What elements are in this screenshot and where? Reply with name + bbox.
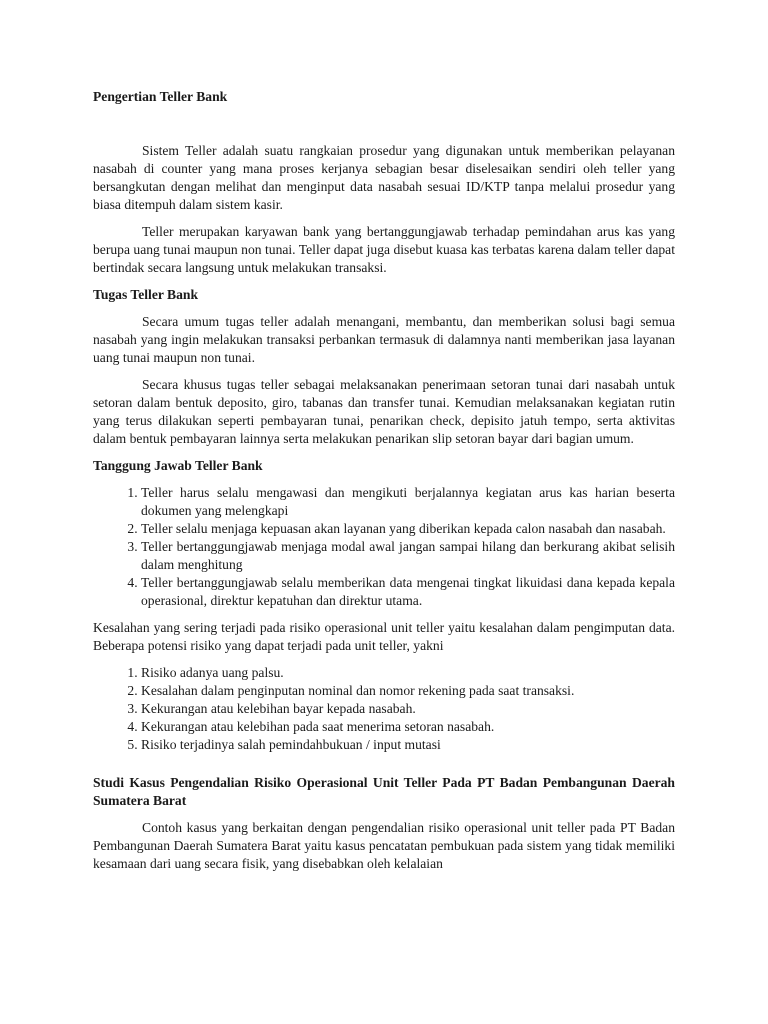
tugas-paragraph-1: Secara umum tugas teller adalah menangani, membantu, dan memberikan solusi bagi semua nasabah yang ingin melakukan transaksi perbankan termasuk di dalamnya nanti memberikan jasa layanan uang tunai maupun non tunai. [93,314,675,365]
tugas-paragraph-2: Secara khusus tugas teller sebagai melaksanakan penerimaan setoran tunai dari nasabah untuk setoran dalam bentuk deposito, giro, tabanas dan transfer tunai. Kemudian melaksanakan kegiatan rutin yang terus dilakukan seperti pembayaran tunai, penarikan check, depisito jatuh tempo, serta aktivitas dalam bentuk pembayaran lainnya serta melakukan penarikan slip setoran bayar dari bagian umum. [93,377,675,446]
section-heading-studi-kasus: Studi Kasus Pengendalian Risiko Operasional Unit Teller Pada PT Badan Pembangunan Daerah Sumatera Barat [93,775,675,808]
list-item: 3. Teller bertanggungjawab menjaga modal awal jangan sampai hilang dan berkurang akibat selisih dalam menghitung [141,538,675,574]
section-heading-tanggung-jawab: Tanggung Jawab Teller Bank [93,458,263,473]
list-item: 1. Teller harus selalu mengawasi dan mengikuti berjalannya kegiatan arus kas harian beserta dokumen yang melengkapi [141,484,675,520]
risiko-list [93,664,675,754]
list-item: 2. Kesalahan dalam penginputan nominal dan nomor rekening pada saat transaksi. [141,682,675,700]
section-heading-tugas: Tugas Teller Bank [93,287,199,302]
intro-paragraph-2: Teller merupakan karyawan bank yang bertanggungjawab terhadap pemindahan arus kas yang berupa uang tunai maupun non tunai. Teller dapat juga disebut kuasa kas terbatas karena dalam teller dapat bertindak secara langsung untuk melakukan transaksi. [93,224,675,275]
intro-paragraph-1: Sistem Teller adalah suatu rangkaian prosedur yang digunakan untuk memberikan pelayanan nasabah di counter yang mana proses kerjanya sebagian besar diselesaikan sendiri oleh teller yang bersangkutan dengan melihat dan menginput data nasabah sesuai ID/KTP tanpa melalui prosedur yang biasa ditempuh dalam sistem kasir. [93,143,675,212]
list-item: 5. Risiko terjadinya salah pemindahbukuan / input mutasi [141,736,675,754]
list-item: 1. Risiko adanya uang palsu. [141,664,675,682]
tanggung-jawab-list [93,484,675,610]
studi-kasus-paragraph: Contoh kasus yang berkaitan dengan pengendalian risiko operasional unit teller pada PT Badan Pembangunan Daerah Sumatera Barat yaitu kasus pencatatan pembukuan pada sistem yang tidak memiliki kesamaan dari uang secara fisik, yang disebabkan oleh kelalaian [93,820,675,871]
risiko-paragraph: Kesalahan yang sering terjadi pada risiko operasional unit teller yaitu kesalahan dalam pengimputan data. Beberapa potensi risiko yang dapat terjadi pada unit teller, yakni [93,620,675,653]
list-item: 3. Kekurangan atau kelebihan bayar kepada nasabah. [141,700,675,718]
page-title: Pengertian Teller Bank [93,89,228,104]
document-page [93,80,675,882]
list-item: 2. Teller selalu menjaga kepuasan akan layanan yang diberikan kepada calon nasabah dan nasabah. [141,520,675,538]
list-item: 4. Teller bertanggungjawab selalu memberikan data mengenai tingkat likuidasi dana kepada kepala operasional, direktur kepatuhan dan direktur utama. [141,574,675,610]
list-item: 4. Kekurangan atau kelebihan pada saat menerima setoran nasabah. [141,718,675,736]
